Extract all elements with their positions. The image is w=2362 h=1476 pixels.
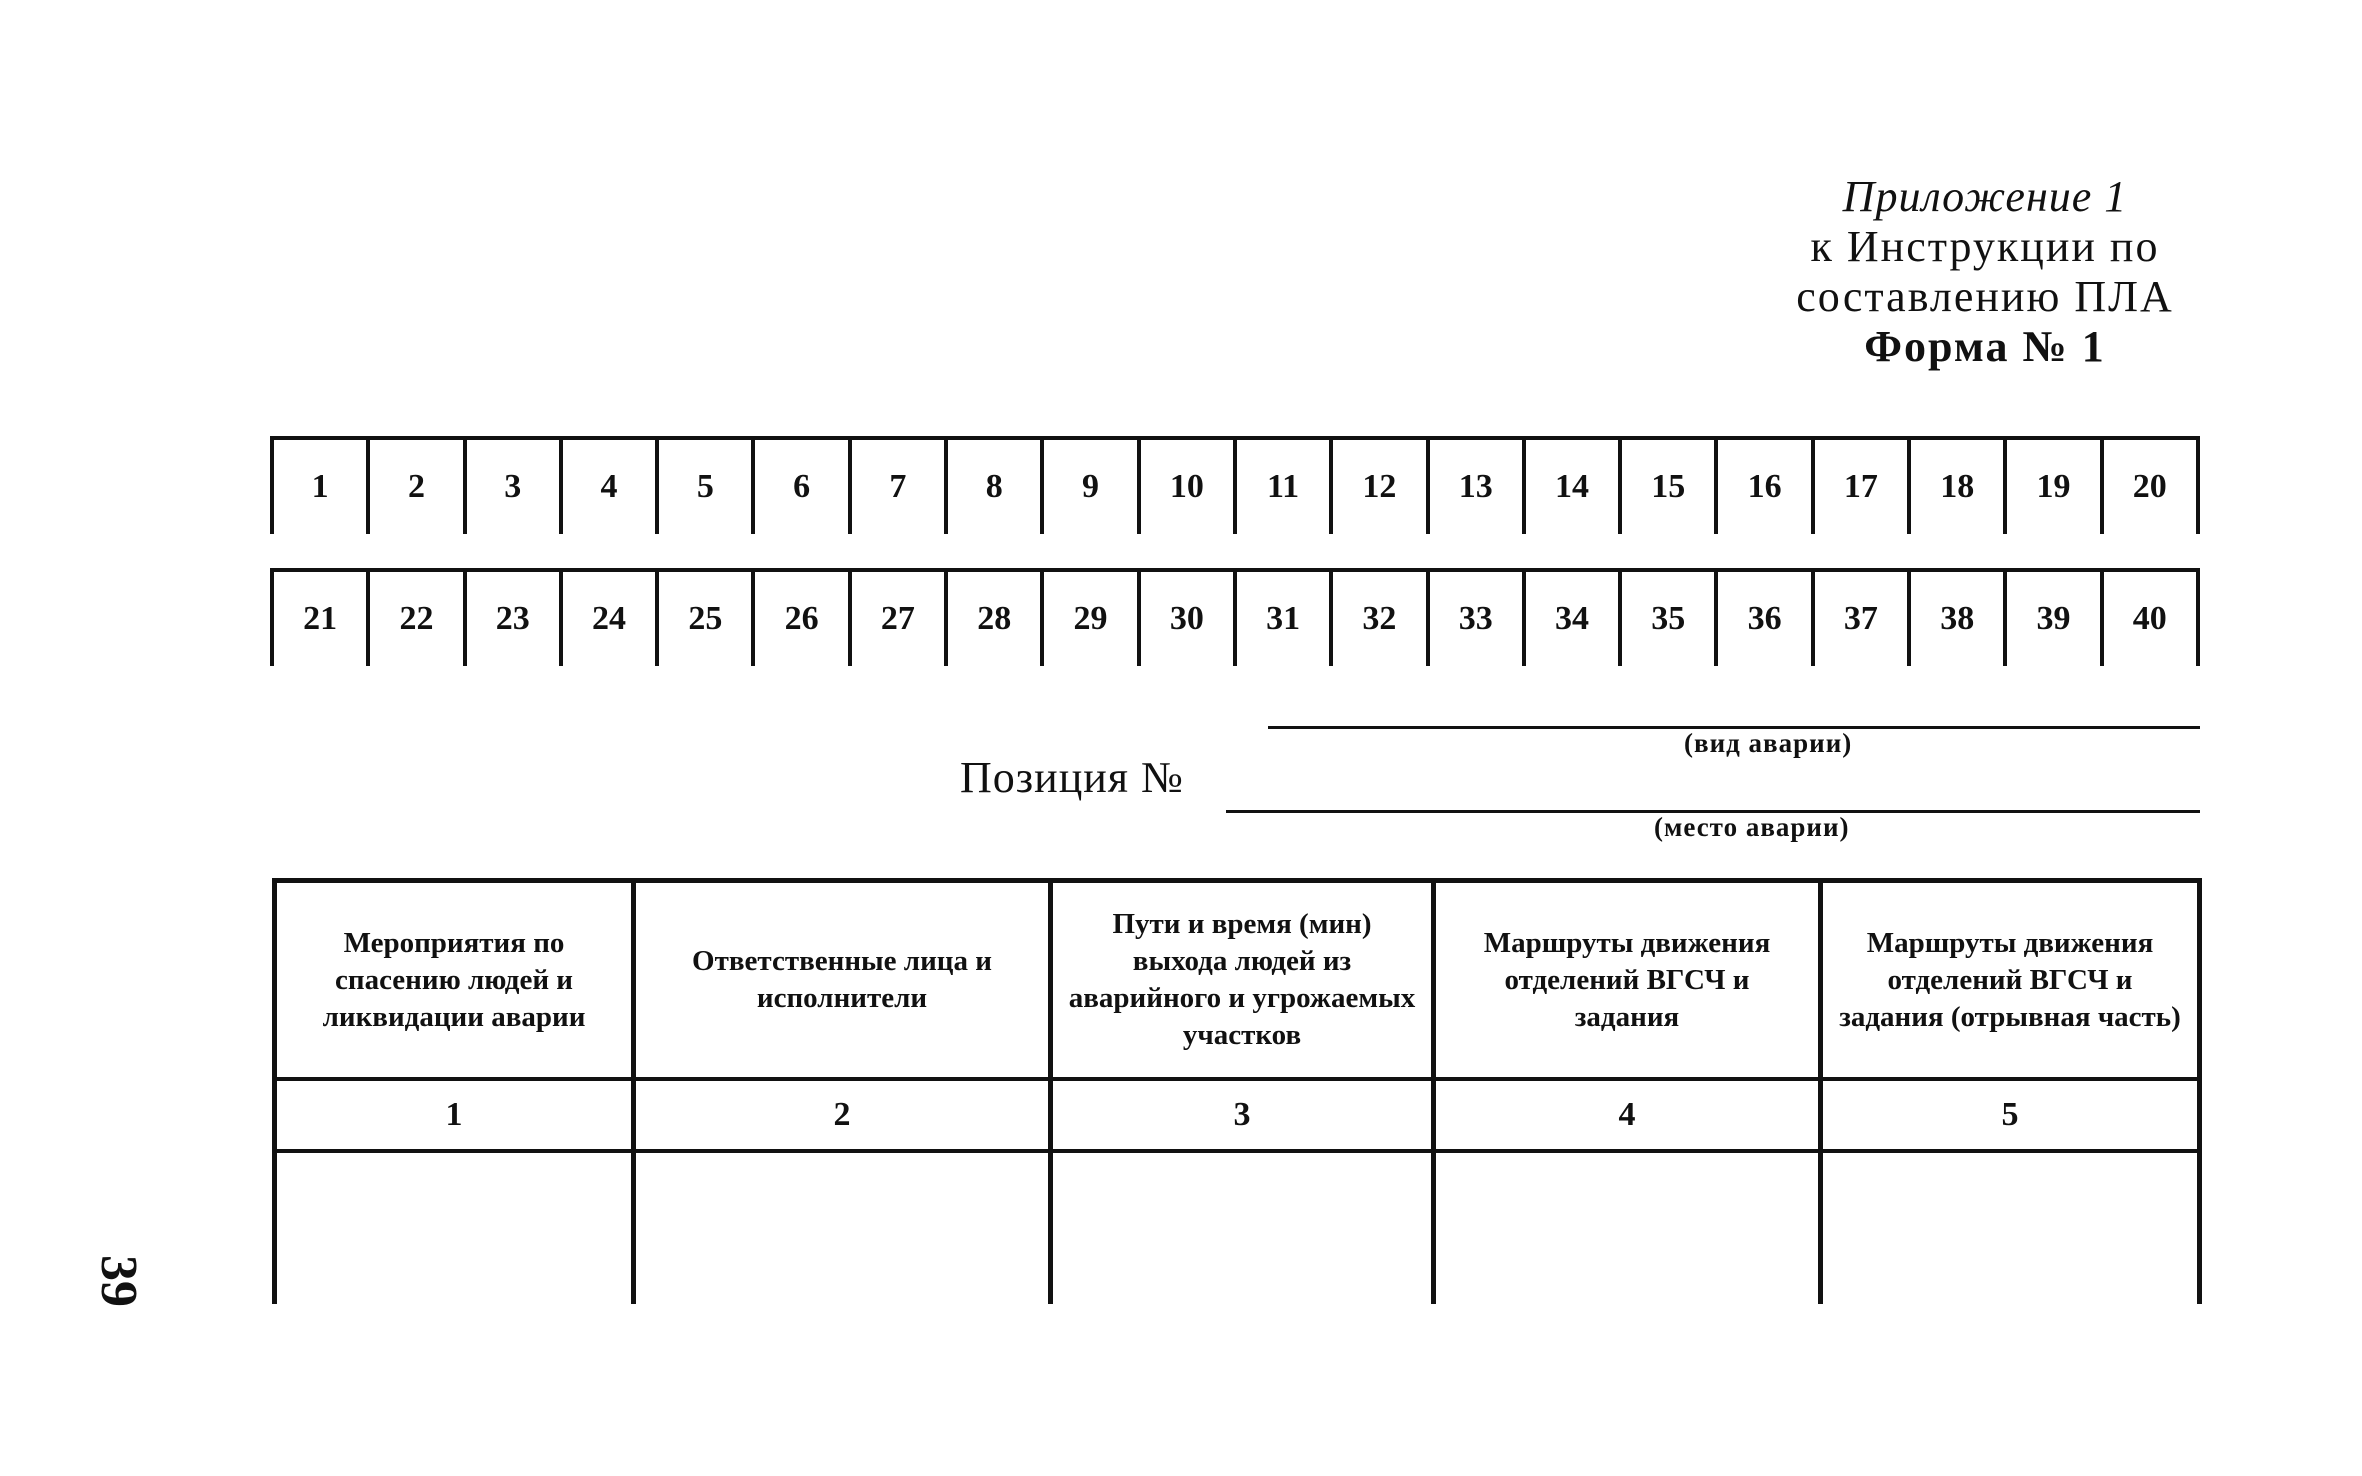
grid-cell: 4	[559, 440, 655, 534]
grid-cell: 22	[366, 572, 462, 666]
grid-cell: 1	[270, 440, 366, 534]
grid-cell: 28	[944, 572, 1040, 666]
grid-cell: 27	[848, 572, 944, 666]
number-grid-row-2	[270, 568, 2200, 666]
column-header: Маршруты движения отделений ВГСЧ и задания (отрывная часть)	[1823, 883, 2197, 1081]
grid-cell: 26	[751, 572, 847, 666]
grid-cell: 12	[1329, 440, 1425, 534]
grid-cell: 15	[1618, 440, 1714, 534]
column-body	[636, 1153, 1048, 1304]
column-header: Ответственные лица и исполнители	[636, 883, 1048, 1081]
table-column	[1823, 883, 2202, 1304]
column-body	[1436, 1153, 1818, 1304]
column-header: Пути и время (мин) выхода людей из аварийного и угрожаемых участков	[1053, 883, 1431, 1081]
grid-cell: 25	[655, 572, 751, 666]
page-number: 39	[90, 1255, 147, 1307]
instruction-reference-cont: составлению ПЛА	[1796, 272, 2174, 321]
grid-cell: 7	[848, 440, 944, 534]
grid-cell: 2	[366, 440, 462, 534]
column-number: 3	[1053, 1081, 1431, 1153]
accident-place-caption: (место аварии)	[1654, 812, 1850, 842]
grid-cell: 30	[1137, 572, 1233, 666]
grid-cell: 11	[1233, 440, 1329, 534]
appendix-title: Приложение 1	[1842, 172, 2128, 221]
grid-cell: 40	[2100, 572, 2200, 666]
grid-cell: 13	[1426, 440, 1522, 534]
grid-cell: 19	[2003, 440, 2099, 534]
form-number: Форма № 1	[1864, 322, 2106, 371]
grid-cell: 20	[2100, 440, 2200, 534]
grid-cell: 32	[1329, 572, 1425, 666]
grid-cell: 3	[463, 440, 559, 534]
column-body	[277, 1153, 631, 1304]
grid-cell: 29	[1040, 572, 1136, 666]
grid-cell: 18	[1907, 440, 2003, 534]
appendix-heading	[1755, 172, 2215, 372]
grid-cell: 10	[1137, 440, 1233, 534]
grid-cell: 24	[559, 572, 655, 666]
column-number: 2	[636, 1081, 1048, 1153]
column-header: Мероприятия по спасению людей и ликвидации аварии	[277, 883, 631, 1081]
table-column	[636, 883, 1053, 1304]
position-label: Позиция №	[960, 753, 1185, 802]
accident-type-caption: (вид аварии)	[1684, 728, 1853, 758]
grid-cell: 39	[2003, 572, 2099, 666]
column-body	[1823, 1153, 2197, 1304]
grid-cell: 8	[944, 440, 1040, 534]
column-number: 5	[1823, 1081, 2197, 1153]
grid-cell: 37	[1811, 572, 1907, 666]
grid-cell: 5	[655, 440, 751, 534]
grid-cell: 6	[751, 440, 847, 534]
grid-cell: 17	[1811, 440, 1907, 534]
column-header: Маршруты движения отделений ВГСЧ и задания	[1436, 883, 1818, 1081]
grid-cell: 9	[1040, 440, 1136, 534]
grid-cell: 36	[1714, 572, 1810, 666]
instruction-reference: к Инструкции по	[1810, 222, 2160, 271]
number-grid-row-1	[270, 436, 2200, 534]
grid-cell: 33	[1426, 572, 1522, 666]
column-number: 1	[277, 1081, 631, 1153]
grid-cell: 23	[463, 572, 559, 666]
grid-cell: 21	[270, 572, 366, 666]
table-column	[1053, 883, 1436, 1304]
column-body	[1053, 1153, 1431, 1304]
table-column	[1436, 883, 1823, 1304]
grid-cell: 14	[1522, 440, 1618, 534]
grid-cell: 35	[1618, 572, 1714, 666]
grid-cell: 16	[1714, 440, 1810, 534]
table-column	[277, 883, 636, 1304]
action-plan-table	[272, 878, 2202, 1304]
column-number: 4	[1436, 1081, 1818, 1153]
grid-cell: 31	[1233, 572, 1329, 666]
grid-cell: 38	[1907, 572, 2003, 666]
grid-cell: 34	[1522, 572, 1618, 666]
